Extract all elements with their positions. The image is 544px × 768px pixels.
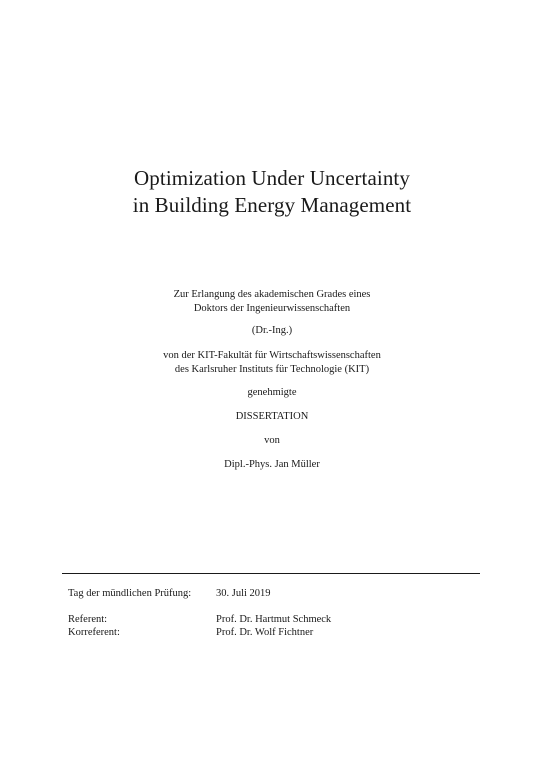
degree-abbreviation: (Dr.-Ing.) xyxy=(251,325,293,336)
divider-line xyxy=(62,573,480,574)
coreferee-label: Korreferent: xyxy=(68,627,120,638)
referee-row xyxy=(68,613,331,627)
author-name: Dipl.-Phys. Jan Müller xyxy=(224,459,320,470)
referee-name: Prof. Dr. Hartmut Schmeck xyxy=(216,614,332,625)
purpose-line-2: Doktors der Ingenieurwissenschaften xyxy=(193,303,351,314)
faculty-line-2: des Karlsruher Instituts für Technologie (KIT) xyxy=(174,364,370,375)
purpose-line-1: Zur Erlangung des akademischen Grades eines xyxy=(173,289,371,300)
coreferee-row xyxy=(68,626,313,640)
degree-purpose xyxy=(0,288,544,316)
exam-date-row xyxy=(68,587,271,601)
title-line-1: Optimization Under Uncertainty xyxy=(134,166,410,190)
title-line-2: in Building Energy Management xyxy=(132,193,412,217)
faculty-line-1: von der KIT-Fakultät für Wirtschaftswissenschaften xyxy=(163,350,381,361)
document-type: DISSERTATION xyxy=(235,411,309,422)
by-label: von xyxy=(264,435,280,446)
exam-date-value: 30. Juli 2019 xyxy=(216,588,271,599)
approved-label: genehmigte xyxy=(247,387,297,398)
referee-label: Referent: xyxy=(68,614,108,625)
dissertation-title xyxy=(0,165,544,219)
faculty-info xyxy=(0,349,544,377)
exam-date-label: Tag der mündlichen Prüfung: xyxy=(68,588,192,599)
coreferee-name: Prof. Dr. Wolf Fichtner xyxy=(216,627,314,638)
